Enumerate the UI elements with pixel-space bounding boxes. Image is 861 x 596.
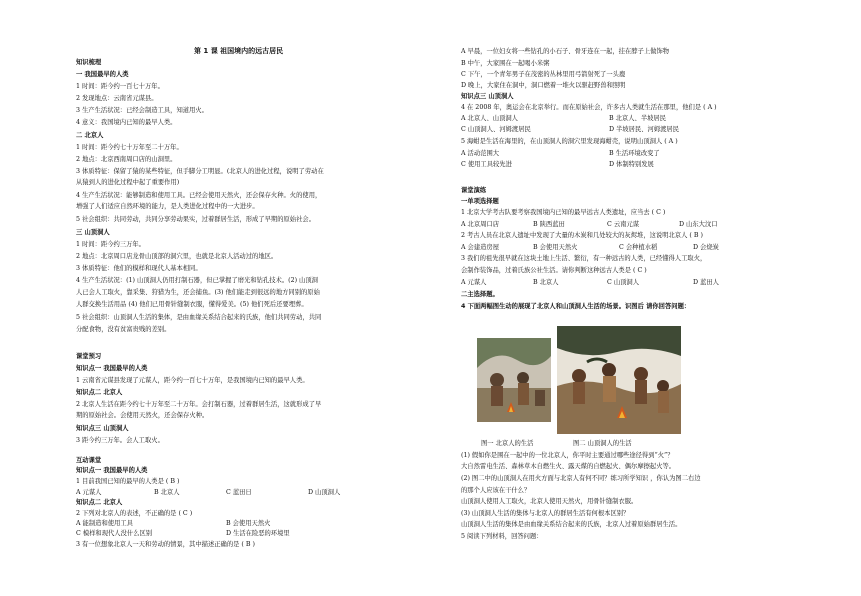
answer-option: C 山顶洞人: [607, 279, 640, 286]
text-line: 的那个人应该在干什么？: [461, 487, 531, 494]
section-heading: 课堂预习: [76, 353, 102, 360]
text-line: 会制作装饰品，过着氏族公社生活。请你判断这种远古人类是 ( C ): [461, 267, 647, 274]
text-line: 1 目前我国已知的最早的人类是 ( B ): [76, 478, 180, 485]
section-heading: 知识点一 我国最早的人类: [76, 467, 148, 474]
text-line: 3 有一位想象北京人一天和劳动的情景，其中描述正确的是 ( B ): [76, 541, 255, 548]
answer-option: D 生活在险恶的环境里: [226, 530, 290, 537]
text-line: 2 地点：北京西南周口店的山洞里。: [76, 156, 177, 163]
answer-option: D 半坡居民、河姆渡居民: [609, 126, 680, 133]
answer-option: C 模样和现代人没什么区别: [76, 530, 153, 537]
text-line: 2 下列对北京人的表述，不正确的是 ( C ): [76, 510, 193, 517]
answer-option: C 云南元谋: [607, 221, 640, 228]
answer-option: C 山顶洞人、河姆渡居民: [461, 126, 531, 133]
section-heading: 互动课堂: [76, 457, 102, 464]
text-line: B 中午，大家围在一起喝小米粥: [461, 60, 550, 67]
figure-upper-cave-man-life: [557, 326, 681, 434]
section-heading: 知识点二 北京人: [76, 499, 123, 506]
section-heading: 一 我国最早的人类: [76, 71, 129, 78]
section-heading: 课堂演练: [461, 187, 487, 194]
text-line: A 早晨，一位妇女将一些钻孔的小石子、骨牙连在一起，挂在脖子上做饰物: [461, 48, 670, 55]
text-line: 1 时间：距今约三万年。: [76, 241, 145, 248]
text-line: 3 我们的祖先很早就在这块土地上生活、繁衍，有一种远古的人类，已经懂得人工取火，: [461, 255, 707, 262]
text-line: 5 社会组织：山顶洞人生活的集体，是由血缘关系结合起来的氏族，他们共同劳动，共同: [76, 314, 322, 321]
text-line: 1 北京大学考古队要考察我国境内已知的最早远古人类遗址，应当去 ( C ): [461, 209, 666, 216]
text-line: 4 意义：我国境内已知的最早人类。: [76, 119, 177, 126]
answer-option: B 陕西蓝田: [533, 221, 565, 228]
answer-option: C 蓝田日: [226, 489, 252, 496]
text-line: 5 阅读下列材料，回答问题：: [461, 533, 543, 540]
figure-peking-man-life: [477, 338, 551, 422]
section-heading: 一单项选择题: [461, 198, 499, 205]
text-line: 从猿到人的进化过程中起了重要作用): [76, 179, 180, 186]
text-line: 3 体质特征：保留了猿的某些特征，但手脚分工明显。(北京人的进化过程，说明了劳动在: [76, 168, 324, 175]
text-line: 分配食物，没有贫富贵贱的差别。: [76, 326, 171, 333]
figure-caption-1: 图一 北京人的生活: [481, 440, 534, 447]
text-line: 3 距今约三万年。会人工取火。: [76, 437, 164, 444]
answer-option: D 山顶洞人: [308, 489, 341, 496]
text-line: 人群交换生活用品 (4) 他们已用骨针缝制衣服，懂得爱美。(5) 他们死后还要埋葬。: [76, 301, 308, 308]
section-heading: 二 北京人: [76, 132, 104, 139]
answer-option: B 生活环境改变了: [609, 150, 660, 157]
answer-option: B 北京人: [154, 489, 180, 496]
text-line: 1 云南省元谋县发现了元谋人，距今约一百七十万年，是我国境内已知的最早人类。: [76, 377, 309, 384]
text-line: (2) 图二中的山顶洞人在用火方面与北京人有何不同？练习所学知识 ，你认为图二右边: [461, 475, 701, 482]
section-heading: 三 山顶洞人: [76, 229, 110, 236]
text-line: 1 时间：距今约七十万年至二十万年。: [76, 144, 183, 151]
answer-option: B 北京人、半坡居民: [609, 115, 667, 122]
text-line: 3 生产生活状况：已经会制造工具，知道用火。: [76, 107, 208, 114]
text-line: (1) 假如你是围在一起中的一位北京人，你平时主要通过哪些途径得到“火”？: [461, 452, 674, 459]
section-heading: 4 下面两幅图生动的展现了北京人和山顶洞人生活的场景。识图后 请你回答问题：: [461, 303, 691, 310]
answer-option: A 元谋人: [76, 489, 102, 496]
text-line: 山顶洞人使用人工取火，北京人使用天然火，用骨针缝制衣服。: [461, 498, 638, 505]
answer-option: B 会使用天然火: [226, 520, 271, 527]
answer-option: D 蓝田人: [693, 279, 719, 286]
answer-option: D 山东大汶口: [679, 221, 718, 228]
text-line: 4 在 2008 年，奥运会在北京举行。而在原始社会，许多古人类就生活在那里，他们是 ( A ): [461, 104, 717, 111]
section-heading: 二主选择题。: [461, 291, 499, 298]
text-line: 增强了人们适应自然环境的能力，是人类进化过程中的一大进步。: [76, 203, 259, 210]
text-line: 2 发现地点：云南省元谋县。: [76, 95, 158, 102]
section-heading: 第 1 课 祖国境内的远古居民: [194, 47, 284, 55]
text-line: 人已会人工取火，靠采集、狩猎为生，还会捕鱼。(3) 他们能走到很远的地方同别的原始: [76, 289, 320, 296]
answer-option: A 北京周口店: [461, 221, 500, 228]
answer-option: A 活动范围大: [461, 150, 500, 157]
answer-option: A 北京人、山顶洞人: [461, 115, 518, 122]
section-heading: 知识点三 山顶洞人: [461, 93, 514, 100]
text-line: 大自然雷电生活、森林草木自燃生火、露天煤的自燃起火、偶尔摩擦起火等。: [461, 463, 676, 470]
figure-caption-2: 图二 山顶洞人的生活: [573, 440, 632, 447]
text-line: 2 考古人员在北京人遗址中发现了大量的木炭和几处较大的灰烬堆，这说明北京人 ( B ): [461, 232, 703, 239]
text-line: 4 生产生活状况：(1) 山顶洞人仍用打制石器，但已掌握了磨光和钻孔技术。(2) 山顶洞: [76, 277, 318, 284]
text-line: 5 海蚶是生活在海里的，在山顶洞人的洞穴里发现海蚶壳，说明山顶洞人 ( A ): [461, 138, 678, 145]
answer-option: C 会种植水稻: [619, 244, 658, 251]
text-line: 2 地点：北京周口店龙骨山顶部的洞穴里，也就是北京人活动过的地区。: [76, 253, 278, 260]
text-line: 山顶洞人生活的集体是由血缘关系结合起来的氏族，北京人过着原始群居生活。: [461, 521, 682, 528]
answer-option: D 体制特别发展: [609, 161, 654, 168]
answer-option: A 能制造和使用工具: [76, 520, 133, 527]
text-line: 2 北京人生活在距今约七十万年至二十万年。会打制石器，过着群居生活，这就形成了早: [76, 401, 322, 408]
answer-option: A 会建造房屋: [461, 244, 500, 251]
text-line: 期的原始社会。会使用天然火，还会保存火种。: [76, 412, 209, 419]
section-heading: 知识点一 我国最早的人类: [76, 365, 148, 372]
answer-option: B 北京人: [533, 279, 559, 286]
text-line: D 晚上，大家住在洞中，洞口燃着一堆火以驱赶野兽和照明: [461, 82, 626, 89]
text-line: 1 时间：距今约一百七十万年。: [76, 83, 164, 90]
text-line: 3 体质特征：他们的模样和现代人基本相同。: [76, 265, 202, 272]
answer-option: C 使用工具较先进: [461, 161, 512, 168]
text-line: (3) 山顶洞人生活的集体与北京人的群居生活有何根本区别？: [461, 510, 630, 517]
section-heading: 知识梳理: [76, 59, 102, 66]
section-heading: 知识点二 北京人: [76, 389, 123, 396]
text-line: 5 社会组织：共同劳动，共同分享劳动果实，过着群居生活，形成了早期的原始社会。: [76, 216, 315, 223]
text-line: 4 生产生活状况：能够制造和使用工具。已经会使用天然火，还会保存火种。火的使用，: [76, 192, 322, 199]
text-line: C 下午，一个青年男子在茂密的丛林里用弓箭射死了一头鹿: [461, 71, 626, 78]
answer-option: D 会烧炭: [693, 244, 719, 251]
answer-option: B 会使用天然火: [533, 244, 578, 251]
section-heading: 知识点三 山顶洞人: [76, 425, 129, 432]
answer-option: A 元谋人: [461, 279, 487, 286]
